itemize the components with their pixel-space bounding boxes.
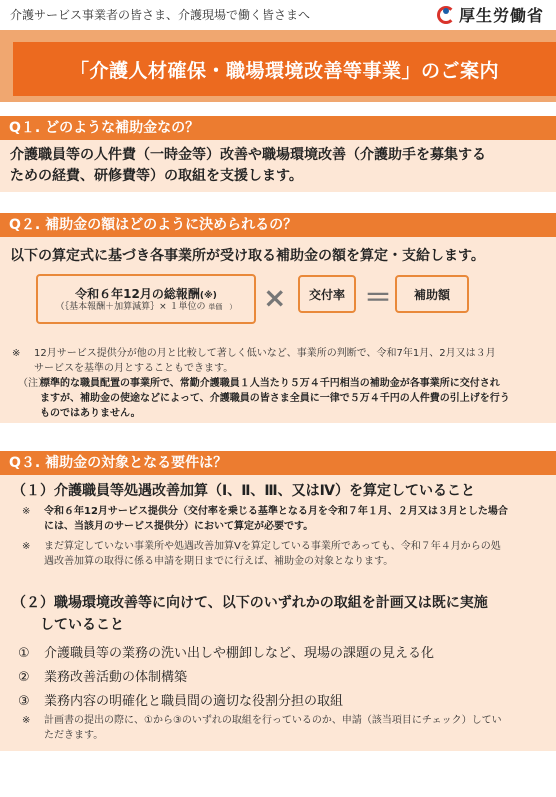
q2-note-2: [18, 376, 552, 421]
q3-heading: Q３. 補助金の対象となる要件は？: [0, 451, 556, 475]
note-line: ますが、補助金の使途などによって、介護職員の皆さま全員に一律で５万４千円の人件費の引上げを行う: [40, 393, 510, 404]
requirement-1-title: （１）介護職員等処遇改善加算（Ⅰ、Ⅱ、Ⅲ、又はⅣ）を算定していること: [12, 483, 476, 499]
note-line: 標準的な職員配置の事業所で、常勤介護職員１人当たり５万４千円相当の補助金が各事業所に交付され: [40, 378, 500, 389]
list-item-text: 業務改善活動の体制構築: [44, 670, 188, 685]
list-item: [18, 666, 187, 685]
q2-heading: Q２. 補助金の額はどのように決められるの？: [0, 213, 556, 237]
formula-box1-sub2: 単価 ）: [208, 303, 237, 311]
note-line: ものではありません。: [40, 408, 141, 419]
req1-note-2: [22, 539, 552, 569]
note-line: まだ算定していない事業所や処遇改善加算Ⅴを算定している事業所であっても、令和７年４月からの処: [44, 541, 501, 552]
q1-answer-line: ための経費、研修費等）の取組を支援します。: [10, 168, 303, 184]
q2-note-1: [12, 346, 552, 376]
q1-answer: [10, 145, 550, 187]
formula-box1-note: (※): [199, 291, 217, 301]
note-mark: ※: [22, 506, 31, 517]
note-mark: ※: [22, 715, 31, 726]
note-line: 遇改善加算の取得に係る申請を期日までに行えば、補助金の対象となります。: [44, 556, 394, 567]
formula-subsidy-box: [395, 275, 469, 313]
q1-answer-line: 介護職員等の人件費（一時金等）改善や職場環境改善（介護助手を募集する: [10, 147, 486, 163]
formula-total-remuneration-box: [36, 274, 256, 324]
list-item-text: 業務内容の明確化と職員間の適切な役割分担の取組: [44, 694, 344, 709]
list-item-number: ②: [18, 670, 30, 685]
formula-rate-box: [298, 275, 356, 313]
ministry-logo-icon: [436, 5, 456, 25]
note-line: サービスを基準の月とすることもできます。: [34, 363, 234, 374]
formula-box2-label: 交付率: [308, 287, 345, 302]
note-mark: （注）: [18, 378, 48, 389]
list-item-number: ③: [18, 694, 30, 709]
note-mark: ※: [22, 541, 31, 552]
ministry-logo: [436, 3, 544, 26]
note-line: 令和６年12月サービス提供分（交付率を乗じる基準となる月を令和７年１月、２月又は３月とした場合: [44, 506, 508, 517]
list-item: [18, 690, 343, 709]
list-item-number: ①: [18, 646, 30, 661]
req2-note: [22, 713, 552, 743]
equals-operator: ＝: [364, 281, 393, 314]
formula-box1-label: 令和６年12月の総報酬: [75, 287, 200, 301]
requirement-2-title-line: （２）職場環境改善等に向けて、以下のいずれかの取組を計画又は既に実施: [12, 595, 488, 611]
list-item-text: 介護職員等の業務の洗い出しや棚卸しなど、現場の課題の見える化: [44, 646, 435, 661]
note-line: には、当該月のサービス提供分）において算定が必要です。: [44, 521, 314, 532]
requirement-2-title: [12, 592, 488, 636]
audience-text: 介護サービス事業者の皆さま、介護現場で働く皆さまへ: [10, 8, 311, 22]
title-bar: [13, 42, 556, 96]
formula-box3-label: 補助額: [413, 287, 450, 302]
note-line: 計画書の提出の際に、①から③のいずれの取組を行っているのか、申請（該当項目にチェック）してい: [44, 715, 502, 726]
ministry-name: 厚生労働省: [458, 6, 544, 25]
formula-box1-sub: （｛基本報酬＋加算減算｝× １単位の: [55, 302, 206, 312]
note-mark: ※: [12, 348, 21, 359]
page-title: 「介護人材確保・職場環境改善等事業」のご案内: [69, 59, 499, 82]
note-line: ただきます。: [44, 730, 104, 741]
requirement-2-title-line: していること: [40, 617, 124, 633]
list-item: [18, 642, 434, 661]
q1-heading: Q１. どのような補助金なの？: [0, 116, 556, 140]
note-line: 12月サービス提供分が他の月と比較して著しく低いなど、事業所の判断で、令和7年1月、2月又は３月: [34, 348, 496, 359]
req1-note-1: [22, 504, 552, 534]
q2-lead: 以下の算定式に基づき各事業所が受け取る補助金の額を算定・支給します。: [10, 248, 485, 264]
times-operator: ×: [263, 281, 287, 314]
